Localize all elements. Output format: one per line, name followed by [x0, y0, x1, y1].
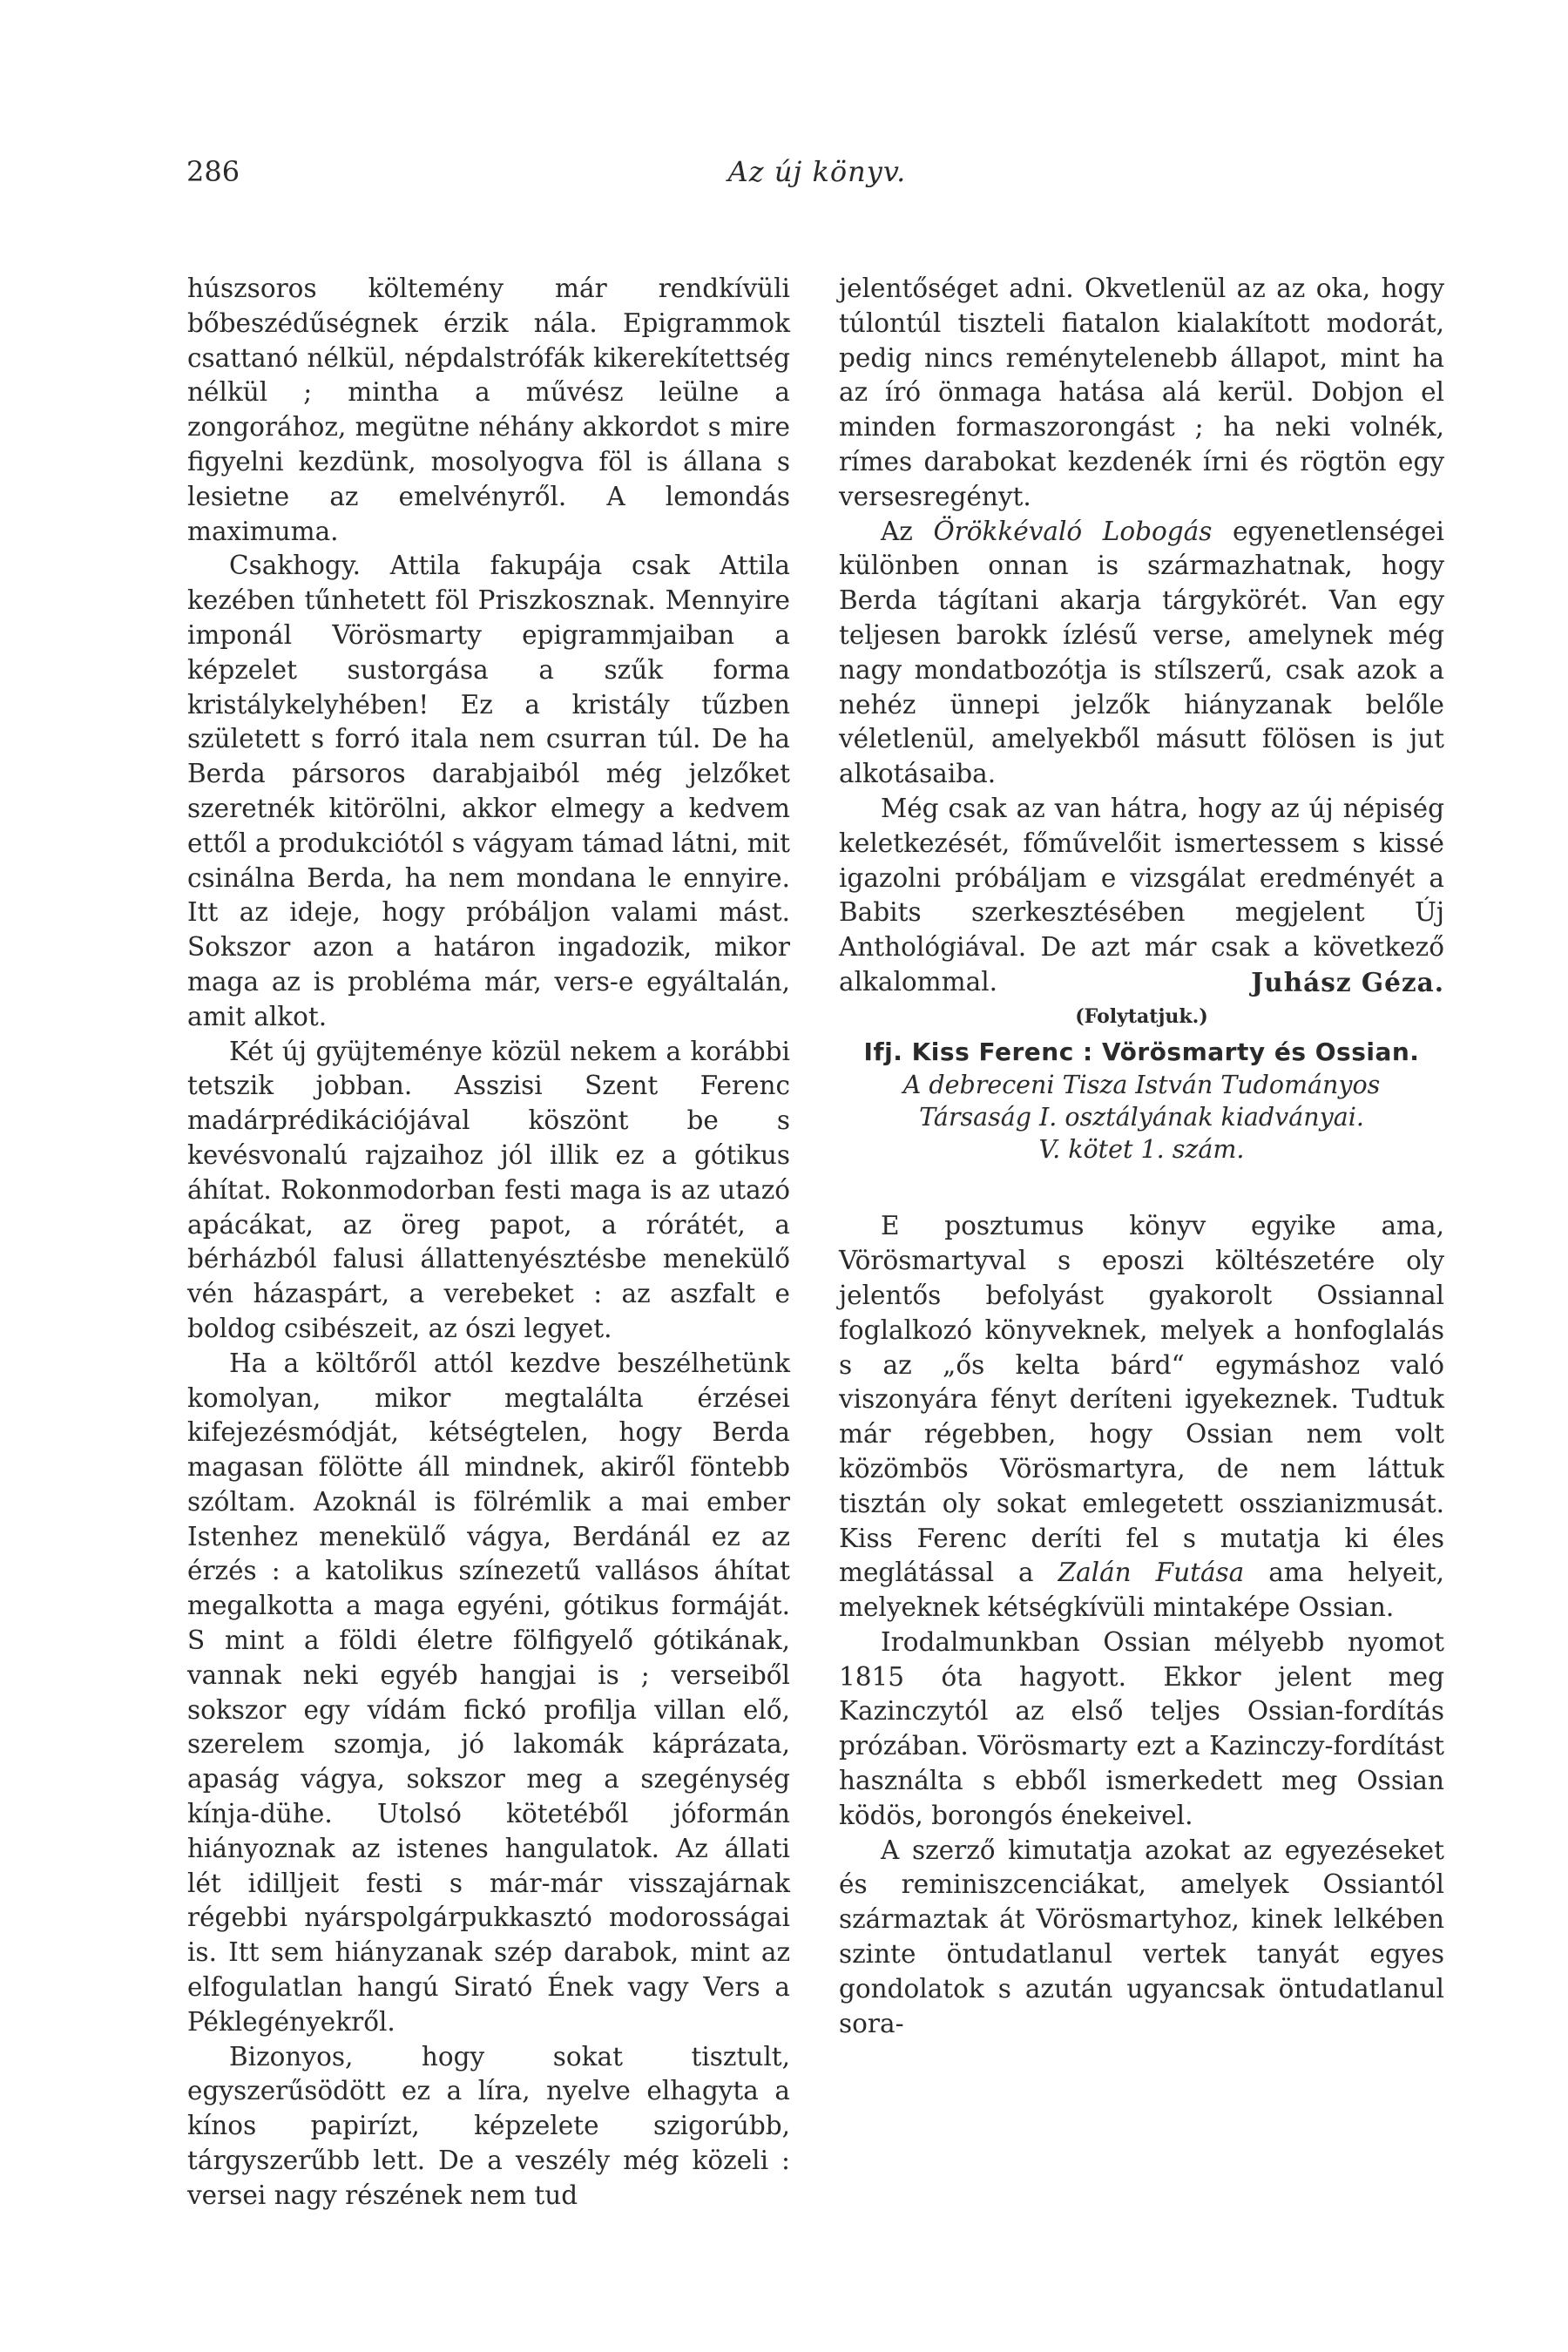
work-title: Örökkévaló Lobogás [933, 516, 1213, 546]
paragraph [839, 792, 1444, 1000]
paragraph: Ha a költőről attól kezdve beszélhetünk komolyan, mikor megtalálta érzései kifejezésmódját, kétségtelen, hogy Berda magasan fölötte áll mindnek, akiről föntebb szóltam. Azoknál is fölrémlik a mai ember Istenhez menekülő vágya, Berdánál ez az érzés : a katolikus színezetű vallásos áhítat megalkotta a maga egyéni, gótikus formáját. S mint a földi életre fölfigyelő gótikának, vannak neki egyéb hangjai is ; verseiből sokszor egy vídám fickó profilja villan elő, szerelem szomja, jó lakomák káprázata, apaság vágya, sokszor meg a szegénység kínja-dühe. Utolsó kötetéből jóformán hiányoznak az istenes hangulatok. Az állati lét idilljeit festi s már-már visszajárnak régebbi nyárspolgárpukkasztó modorosságai is. Itt sem hiányzanak szép darabok, mint az elfogulatlan hangú Sirató Ének vagy Vers a Péklegényekről. [187, 1348, 790, 2037]
left-column [187, 272, 790, 2213]
continued-note: (Folytatjuk.) [1075, 1004, 1208, 1028]
running-header [186, 155, 1448, 199]
paragraph: Két új gyüjteménye közül nekem a korábbi tetszik jobban. Asszisi Szent Ferenc madárprédikációjával köszönt be s kevésvonalú rajzaihoz jól illik ez a gótikus áhítat. Rokonmodorban festi maga is az utazó apácákat, az öreg papot, a rórátét, a bérházból falusi állattenyésztésbe menekülő vén házaspárt, a verebeket : az aszfalt e boldog csibészeit, az ószi legyet. [187, 1036, 790, 1343]
source-line: A debreceni Tisza István Tudományos [902, 1071, 1381, 1100]
paragraph: húszsoros költemény már rendkívüli bőbeszédűségnek érzik nála. Epigrammok csattanó nélkül, népdalstrófák kikerekítettség nélkül ; mintha a művész leülne a zongorához, megütne néhány akkordot s mire figyelni kezdünk, mosolyogva föl is állana s lesietne az emelvényről. A lemondás maximuma. [187, 274, 790, 546]
review-source [839, 1069, 1444, 1166]
paragraph: A szerző kimutatja azokat az egyezéseket és reminiszcenciákat, amelyek Ossiantól származtak át Vörösmartyhoz, kinek lelkében szinte öntudatlanul vertek tanyát egyes gondolatok s azután ugyancsak öntudatlanul sora- [839, 1835, 1444, 2038]
page-number: 286 [186, 155, 240, 188]
text-run: egyenetlenségei különben onnan is származhatnak, hogy Berda tágítani akarja tárgykörét. Van egy teljesen barokk ízlésű verse, amelynek még nagy mondatbozótja is stílszerű, csak azok a nehéz ünnepi jelzők hiányzanak belőle véletlenül, amelyekből másutt fölösen is jut alkotásaiba. [839, 516, 1444, 789]
paragraph: Bizonyos, hogy sokat tisztult, egyszerűsödött ez a líra, nyelve elhagyta a kínos papirízt, képzelete szigorúbb, tárgyszerűbb lett. De a veszély még közeli : versei nagy részének nem tud [187, 2041, 790, 2210]
paragraph: jelentőséget adni. Okvetlenül az az oka, hogy túlontúl tiszteli fiatalon kialakított modorát, pedig nincs reménytelenebb állapot, mint ha az író önmaga hatása alá kerül. Dobjon el minden formaszorongást ; ha neki volnék, rímes darabokat kezdenék írni és rögtön egy versesregényt. [839, 274, 1444, 511]
author-signature: Juhász Géza. [1251, 966, 1444, 997]
paragraph [839, 515, 1444, 792]
text-run: Még csak az van hátra, hogy az új népiség keletkezését, főművelőit ismertessem s kissé igazolni próbáljam e vizsgálat eredményét a Babits szerkesztésében megjelent Új Anthológiával. De azt már csak a következő alkalommal. [839, 793, 1444, 997]
right-column [839, 272, 1444, 2041]
paragraph: Irodalmunkban Ossian mélyebb nyomot 1815 óta hagyott. Ekkor jelent meg Kazinczytól az első teljes Ossian-fordítás prózában. Vörösmarty ezt a Kazinczy-fordítást használta s ebből ismerkedett meg Ossian ködös, borongós énekeivel. [839, 1626, 1444, 1830]
paragraph: Csakhogy. Attila fakupája csak Attila kezében tűnhetett föl Priszkosznak. Mennyire imponál Vörösmarty epigrammjaiban a képzelet sustorgása a szűk forma kristálykelyhében! Ez a kristály tűzben született s forró itala nem csurran túl. De ha Berda pársoros darabjaiból még jelzőket szeretnék kitörölni, akkor elmegy a kedvem ettől a produkciótól s vágyam támad látni, mit csinálna Berda, ha nem mondana le ennyire. Itt az ideje, hogy próbáljon valami mást. Sokszor azon a határon ingadozik, mikor maga az is probléma már, vers-e egyáltalán, amit alkot. [187, 551, 790, 1031]
text-run: Az [881, 516, 913, 546]
running-title: Az új könyv. [727, 155, 907, 188]
text-run: E posztumus könyv egyike ama, Vörösmartyval s eposzi költészetére oly jelentős befolyást gyakorolt Ossiannal foglalkozó könyveknek, melyek a honfoglalás s az „ős kelta bárd“ egymáshoz való viszonyára fényt deríteni igyekeznek. Tudtuk már régebben, hogy Ossian nem volt közömbös Vörösmartyra, de nem láttuk tisztán oly sokat emlegetett osszianizmusát. Kiss Ferenc deríti fel s mutatja ki éles meglátással a [839, 1211, 1444, 1588]
work-title: Zalán Futása [1058, 1558, 1245, 1588]
review-heading: Ifj. Kiss Ferenc : Vörösmarty és Ossian. [863, 1037, 1420, 1066]
paragraph [839, 1209, 1444, 1625]
source-line: Társaság I. osztályának kiadványai. [919, 1103, 1364, 1132]
text-run: ama helyeit, melyeknek kétségkívüli mintaképe Ossian. [839, 1558, 1444, 1623]
source-line: V. kötet 1. szám. [1038, 1135, 1245, 1165]
